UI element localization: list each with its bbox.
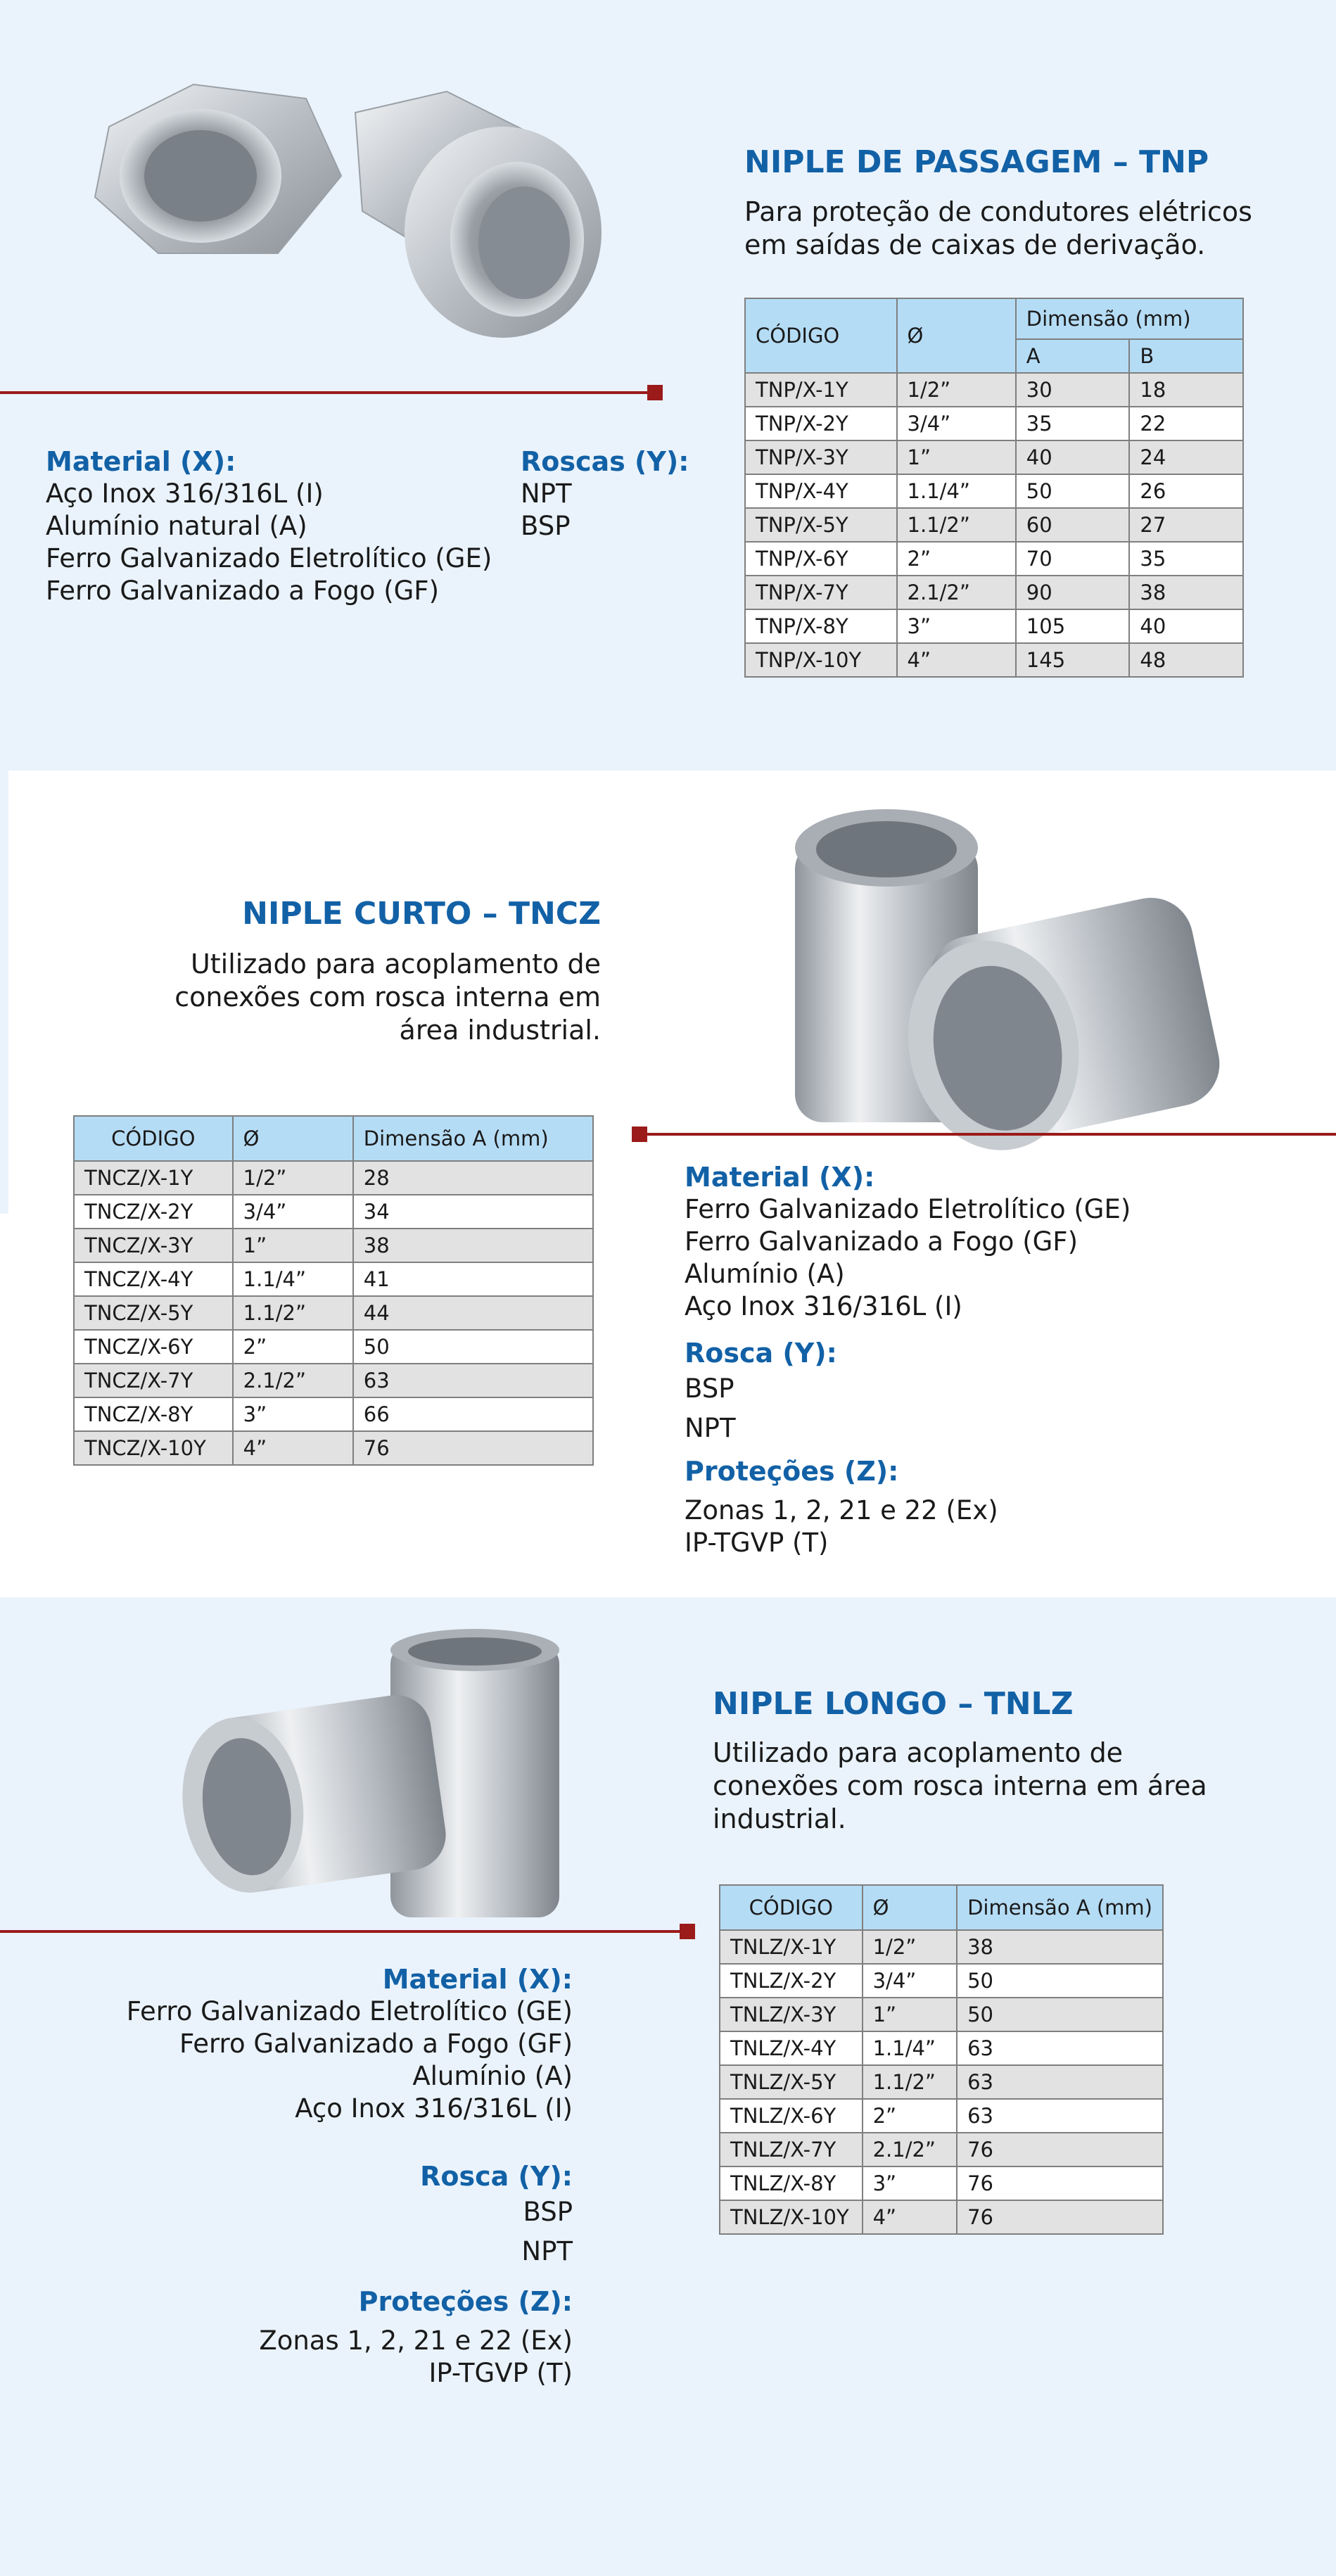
- tnlz-divider-marker: [680, 1924, 695, 1939]
- cell-a: 35: [1016, 407, 1130, 440]
- tnlz-divider-line: [0, 1930, 686, 1933]
- cell-a: 76: [957, 2200, 1163, 2234]
- tnlz-protecao-item: Zonas 1, 2, 21 e 22 (Ex): [259, 2326, 573, 2356]
- table-row: [745, 440, 1243, 474]
- cell-diameter: 4”: [897, 643, 1016, 677]
- tnp-title: NIPLE DE PASSAGEM – TNP: [744, 144, 1209, 180]
- cell-diameter: 4”: [863, 2200, 958, 2234]
- cell-code: TNP/X-4Y: [745, 474, 897, 508]
- tnp-material-item: Alumínio natural (A): [46, 511, 307, 541]
- tncz-description-line: área industrial.: [399, 1015, 601, 1046]
- tncz-description-line: Utilizado para acoplamento de: [190, 948, 601, 979]
- tnp-description-line: em saídas de caixas de derivação.: [744, 229, 1206, 260]
- cell-a: 38: [353, 1229, 593, 1262]
- table-row: [74, 1431, 593, 1465]
- tncz-dimensions-table: [73, 1115, 594, 1466]
- table-row: [745, 407, 1243, 440]
- tnp-material-label: Material (X):: [46, 446, 236, 477]
- cell-diameter: 3/4”: [233, 1195, 353, 1229]
- table-row: [720, 2200, 1163, 2234]
- cell-a: 44: [353, 1296, 593, 1330]
- cell-code: TNLZ/X-5Y: [720, 2065, 863, 2099]
- cell-diameter: 1.1/2”: [233, 1296, 353, 1330]
- cell-code: TNP/X-2Y: [745, 407, 897, 440]
- tncz-description: [108, 948, 601, 1047]
- cell-code: TNLZ/X-8Y: [720, 2166, 863, 2200]
- cell-code: TNCZ/X-4Y: [74, 1262, 233, 1296]
- cell-b: 18: [1129, 373, 1243, 407]
- cell-diameter: 4”: [233, 1431, 353, 1465]
- tncz-header-code: CÓDIGO: [74, 1116, 233, 1161]
- tnlz-header-code: CÓDIGO: [720, 1885, 863, 1930]
- cell-code: TNP/X-10Y: [745, 643, 897, 677]
- tnp-divider-line: [0, 391, 649, 394]
- cell-a: 76: [353, 1431, 593, 1465]
- tnp-materials-block: [46, 445, 492, 607]
- table-row: [720, 2166, 1163, 2200]
- tncz-material-item: Aço Inox 316/316L (I): [685, 1291, 962, 1321]
- tnp-roscas-block: [521, 445, 689, 543]
- cell-diameter: 1.1/4”: [897, 474, 1016, 508]
- table-row: [745, 508, 1243, 542]
- tncz-protecao-item: IP-TGVP (T): [685, 1528, 829, 1558]
- cell-code: TNP/X-8Y: [745, 609, 897, 643]
- cell-b: 24: [1129, 440, 1243, 474]
- cell-code: TNP/X-1Y: [745, 373, 897, 407]
- cell-a: 41: [353, 1262, 593, 1296]
- table-row: [720, 1998, 1163, 2031]
- cell-code: TNCZ/X-2Y: [74, 1195, 233, 1229]
- cell-a: 60: [1016, 508, 1130, 542]
- tncz-protecoes-label: Proteções (Z):: [685, 1456, 899, 1487]
- tnlz-protecoes-label: Proteções (Z):: [358, 2286, 573, 2317]
- cell-diameter: 1.1/2”: [897, 508, 1016, 542]
- table-row: [74, 1229, 593, 1262]
- cell-a: 66: [353, 1397, 593, 1431]
- cell-code: TNCZ/X-8Y: [74, 1397, 233, 1431]
- cell-a: 63: [957, 2031, 1163, 2065]
- section-tnlz: [0, 1597, 1336, 2576]
- tnlz-description-line: Utilizado para acoplamento de: [713, 1737, 1124, 1768]
- cell-a: 28: [353, 1161, 593, 1195]
- tnlz-material-label: Material (X):: [382, 1964, 573, 1995]
- cell-code: TNP/X-6Y: [745, 542, 897, 576]
- cell-a: 76: [957, 2133, 1163, 2166]
- table-row: [745, 643, 1243, 677]
- cell-code: TNLZ/X-4Y: [720, 2031, 863, 2065]
- tncz-rosca-label: Rosca (Y):: [685, 1338, 837, 1369]
- cell-a: 76: [957, 2166, 1163, 2200]
- table-row: [745, 576, 1243, 609]
- cell-code: TNCZ/X-5Y: [74, 1296, 233, 1330]
- cell-code: TNLZ/X-7Y: [720, 2133, 863, 2166]
- section-tnp: [0, 0, 1336, 770]
- tnlz-rosca-label: Rosca (Y):: [420, 2161, 573, 2192]
- cell-code: TNLZ/X-6Y: [720, 2099, 863, 2133]
- tnlz-description-line: conexões com rosca interna em área: [713, 1770, 1207, 1801]
- cell-b: 35: [1129, 542, 1243, 576]
- tnp-description: [744, 196, 1307, 262]
- cell-diameter: 3/4”: [863, 1964, 958, 1998]
- table-row: [74, 1364, 593, 1397]
- table-row: [720, 2099, 1163, 2133]
- cell-code: TNCZ/X-6Y: [74, 1330, 233, 1364]
- tncz-divider-line: [640, 1133, 1336, 1136]
- cell-code: TNP/X-3Y: [745, 440, 897, 474]
- tncz-material-item: Ferro Galvanizado a Fogo (GF): [685, 1226, 1079, 1257]
- cell-code: TNLZ/X-10Y: [720, 2200, 863, 2234]
- cell-a: 63: [957, 2065, 1163, 2099]
- table-row: [720, 2065, 1163, 2099]
- cell-b: 22: [1129, 407, 1243, 440]
- cell-diameter: 3/4”: [897, 407, 1016, 440]
- tnp-header-a: A: [1016, 339, 1130, 373]
- cell-a: 145: [1016, 643, 1130, 677]
- cell-a: 70: [1016, 542, 1130, 576]
- tnp-header-dimension: Dimensão (mm): [1016, 298, 1243, 339]
- cell-b: 26: [1129, 474, 1243, 508]
- tnlz-specs-block: [127, 1963, 573, 2390]
- tnlz-dimensions-table: [719, 1884, 1164, 2235]
- table-row: [720, 2031, 1163, 2065]
- cell-diameter: 1/2”: [863, 1930, 958, 1964]
- cell-diameter: 3”: [233, 1397, 353, 1431]
- tnp-rosca-item: BSP: [521, 511, 571, 541]
- tncz-title: NIPLE CURTO – TNCZ: [242, 896, 601, 932]
- cell-diameter: 1/2”: [233, 1161, 353, 1195]
- tncz-specs-block: [685, 1161, 1131, 1559]
- table-row: [745, 609, 1243, 643]
- table-row: [745, 474, 1243, 508]
- cell-diameter: 1/2”: [897, 373, 1016, 407]
- cell-a: 38: [957, 1930, 1163, 1964]
- tncz-description-line: conexões com rosca interna em: [174, 982, 601, 1013]
- tnp-rosca-item: NPT: [521, 478, 572, 509]
- tnp-header-diameter: Ø: [897, 298, 1016, 373]
- cell-diameter: 2.1/2”: [233, 1364, 353, 1397]
- tnlz-description-line: industrial.: [713, 1803, 846, 1834]
- cell-b: 27: [1129, 508, 1243, 542]
- cell-a: 34: [353, 1195, 593, 1229]
- cell-code: TNCZ/X-3Y: [74, 1229, 233, 1262]
- table-row: [745, 542, 1243, 576]
- tncz-material-item: Alumínio (A): [685, 1259, 845, 1289]
- tnp-description-line: Para proteção de condutores elétricos: [744, 196, 1252, 227]
- cell-b: 38: [1129, 576, 1243, 609]
- tnlz-material-item: Ferro Galvanizado a Fogo (GF): [179, 2029, 573, 2059]
- tnp-dimensions-table: [744, 298, 1244, 678]
- cell-a: 30: [1016, 373, 1130, 407]
- tncz-rosca-item: BSP: [685, 1373, 734, 1404]
- cell-diameter: 3”: [897, 609, 1016, 643]
- table-row: [74, 1397, 593, 1431]
- cell-code: TNP/X-5Y: [745, 508, 897, 542]
- tncz-protecao-item: Zonas 1, 2, 21 e 22 (Ex): [685, 1495, 998, 1525]
- tnlz-header-diameter: Ø: [863, 1885, 958, 1930]
- cell-a: 40: [1016, 440, 1130, 474]
- table-row: [74, 1161, 593, 1195]
- tnp-header-b: B: [1129, 339, 1243, 373]
- table-row: [74, 1330, 593, 1364]
- tnlz-rosca-item: BSP: [523, 2197, 573, 2227]
- table-row: [74, 1195, 593, 1229]
- cell-diameter: 1”: [863, 1998, 958, 2031]
- cell-diameter: 1”: [233, 1229, 353, 1262]
- tnlz-description: [713, 1737, 1275, 1836]
- tnlz-rosca-item: NPT: [521, 2236, 573, 2266]
- tnlz-material-item: Aço Inox 316/316L (I): [295, 2093, 573, 2124]
- cell-a: 50: [957, 1964, 1163, 1998]
- cell-diameter: 2”: [233, 1330, 353, 1364]
- cell-diameter: 2”: [863, 2099, 958, 2133]
- tnp-divider-marker: [647, 385, 663, 400]
- cell-diameter: 2.1/2”: [863, 2133, 958, 2166]
- cell-a: 50: [353, 1330, 593, 1364]
- cell-code: TNCZ/X-7Y: [74, 1364, 233, 1397]
- cell-a: 50: [1016, 474, 1130, 508]
- tnlz-header-dimension: Dimensão A (mm): [957, 1885, 1163, 1930]
- tnp-roscas-label: Roscas (Y):: [521, 446, 689, 477]
- tnp-material-item: Ferro Galvanizado Eletrolítico (GE): [46, 543, 492, 573]
- tncz-material-item: Ferro Galvanizado Eletrolítico (GE): [685, 1194, 1131, 1224]
- table-row: [745, 373, 1243, 407]
- cell-a: 90: [1016, 576, 1130, 609]
- table-row: [74, 1262, 593, 1296]
- cell-diameter: 2”: [897, 542, 1016, 576]
- section-tncz-edge-stripe: [0, 770, 8, 1214]
- cell-diameter: 1.1/2”: [863, 2065, 958, 2099]
- section-tncz: [0, 770, 1336, 1597]
- cell-diameter: 1”: [897, 440, 1016, 474]
- cell-code: TNCZ/X-1Y: [74, 1161, 233, 1195]
- cell-b: 48: [1129, 643, 1243, 677]
- tnlz-material-item: Alumínio (A): [412, 2061, 573, 2091]
- tnlz-title: NIPLE LONGO – TNLZ: [713, 1686, 1074, 1722]
- tnp-material-item: Aço Inox 316/316L (I): [46, 478, 324, 509]
- cell-b: 40: [1129, 609, 1243, 643]
- cell-a: 105: [1016, 609, 1130, 643]
- tnlz-material-item: Ferro Galvanizado Eletrolítico (GE): [126, 1996, 573, 2026]
- cell-code: TNP/X-7Y: [745, 576, 897, 609]
- tnp-material-item: Ferro Galvanizado a Fogo (GF): [46, 576, 440, 606]
- cell-diameter: 1.1/4”: [233, 1262, 353, 1296]
- tnp-product-photo: [67, 70, 630, 366]
- cell-code: TNCZ/X-10Y: [74, 1431, 233, 1465]
- tnlz-protecao-item: IP-TGVP (T): [428, 2358, 573, 2388]
- tncz-rosca-item: NPT: [685, 1413, 736, 1443]
- tnp-header-code: CÓDIGO: [745, 298, 897, 373]
- cell-code: TNLZ/X-3Y: [720, 1998, 863, 2031]
- cell-diameter: 3”: [863, 2166, 958, 2200]
- tncz-header-dimension: Dimensão A (mm): [353, 1116, 593, 1161]
- tncz-header-diameter: Ø: [233, 1116, 353, 1161]
- cell-code: TNLZ/X-1Y: [720, 1930, 863, 1964]
- table-row: [74, 1296, 593, 1330]
- tnlz-product-photo: [179, 1622, 573, 1931]
- table-row: [720, 1930, 1163, 1964]
- cell-diameter: 2.1/2”: [897, 576, 1016, 609]
- table-row: [720, 2133, 1163, 2166]
- cell-a: 63: [353, 1364, 593, 1397]
- table-row: [720, 1964, 1163, 1998]
- cell-code: TNLZ/X-2Y: [720, 1964, 863, 1998]
- cell-a: 50: [957, 1998, 1163, 2031]
- tncz-material-label: Material (X):: [685, 1162, 875, 1193]
- cell-diameter: 1.1/4”: [863, 2031, 958, 2065]
- cell-a: 63: [957, 2099, 1163, 2133]
